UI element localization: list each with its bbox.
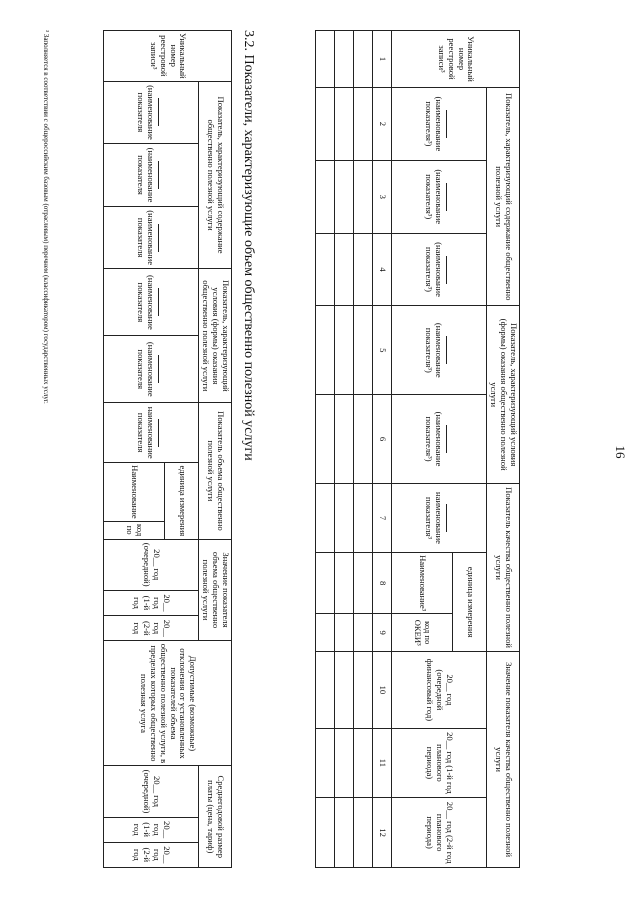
page-number: 16 (613, 445, 628, 459)
conditions-group-header: Показатель, характеризующий условия (формы) оказания общественно полезной услуги (487, 306, 520, 484)
fee-year-next-header: 20__ год (очередной) (104, 766, 199, 817)
conditions-col-1: (наименование показателя³) (392, 306, 487, 395)
year-next-header: 20__ год (очередной финансовый год) (392, 652, 487, 728)
okei-code-header: код по (104, 521, 165, 539)
col-num: 3 (373, 160, 392, 233)
year-1-header: 20__ год (1-й год (104, 590, 199, 615)
content-col-2: (наименование показателя³) (392, 160, 487, 233)
content-group-header: Показатель, характеризующий содержание общественно полезной услуги (199, 81, 232, 269)
year-1-header: 20__ год (1-й год планового периода) (392, 728, 487, 798)
year-2-header: 20__ год (2-й год планового периода) (392, 798, 487, 868)
col-num: 12 (373, 798, 392, 868)
col-num: 6 (373, 395, 392, 484)
fee-year-2-header: 20__ год (2-й год (104, 842, 199, 867)
volume-values-header: Значение показателя объема общественно полезной услуги (199, 539, 232, 641)
quality-group-header: Показатель качества общественно полезной услуги (487, 483, 520, 651)
value-group-header: Значение показателя качества общественно полезной услуги (487, 652, 520, 868)
content-col-2: (наименование показателя (104, 144, 199, 207)
conditions-group-header: Показатель, характеризующий условия (формы) оказания общественно полезной услуги (199, 269, 232, 403)
footnote: ³ Заполняется в соответствии с общероссийским базовым (отраслевым) перечнем (классификатором) государственных услуг. (42, 30, 50, 404)
col-num: 4 (373, 233, 392, 306)
unit-header: единица измерения (165, 463, 199, 540)
quality-indicator-name: наименование показателя³ (392, 483, 487, 552)
content-col-3: (наименование показателя³) (392, 233, 487, 306)
fee-year-1-header: 20__ год (1-й год (104, 817, 199, 842)
unique-number-header: Уникальный номер реестровой записи³ (392, 31, 520, 88)
deviations-header: Допустимые (возможные) отклонения от установленных показателей объема общественно полезной услуги, в пределах которых общественно полезная услуга (104, 641, 232, 766)
column-numbers-row (373, 31, 392, 868)
unit-header: единица измерения (453, 553, 487, 652)
col-num: 9 (373, 614, 392, 652)
section-title: 3.2. Показатели, характеризующие объем общественно полезной услуги (241, 30, 256, 461)
col-num: 7 (373, 483, 392, 552)
col-num: 11 (373, 728, 392, 798)
col-num: 10 (373, 652, 392, 728)
volume-group-header: Показатель объема общественно полезной услуги (199, 403, 232, 539)
conditions-col-2: (наименование показателя³) (392, 395, 487, 484)
col-num: 5 (373, 306, 392, 395)
volume-indicator-name: наименование показателя (104, 403, 199, 463)
content-col-1: (наименование показателя³) (392, 88, 487, 161)
unique-number-header: Уникальный номер реестровой записи³ (104, 31, 232, 82)
unit-name-header: Наименование (104, 463, 165, 522)
year-2-header: 20__ год (2-й год (104, 616, 199, 641)
unit-name-header: Наименование³ (392, 553, 453, 614)
volume-indicators-table (103, 30, 232, 868)
col-num: 1 (373, 31, 392, 88)
year-next-header: 20__ год (очередной) (104, 539, 199, 590)
content-col-3: (наименование показателя (104, 206, 199, 269)
col-num: 2 (373, 88, 392, 161)
table-row (316, 31, 335, 868)
table-row (354, 31, 373, 868)
conditions-col-2: (наименование показателя (104, 336, 199, 403)
avg-fee-header: Среднегодовой размер платы (цена, тариф) (199, 766, 232, 868)
col-num: 8 (373, 553, 392, 614)
table-row (335, 31, 354, 868)
okei-code-header: код по ОКЕИ³ (392, 614, 453, 652)
content-col-1: (наименование показателя (104, 81, 199, 144)
content-group-header: Показатель, характеризующий содержание общественно полезной услуги (487, 88, 520, 306)
conditions-col-1: (наименование показателя (104, 269, 199, 336)
quality-indicators-table (315, 30, 520, 868)
